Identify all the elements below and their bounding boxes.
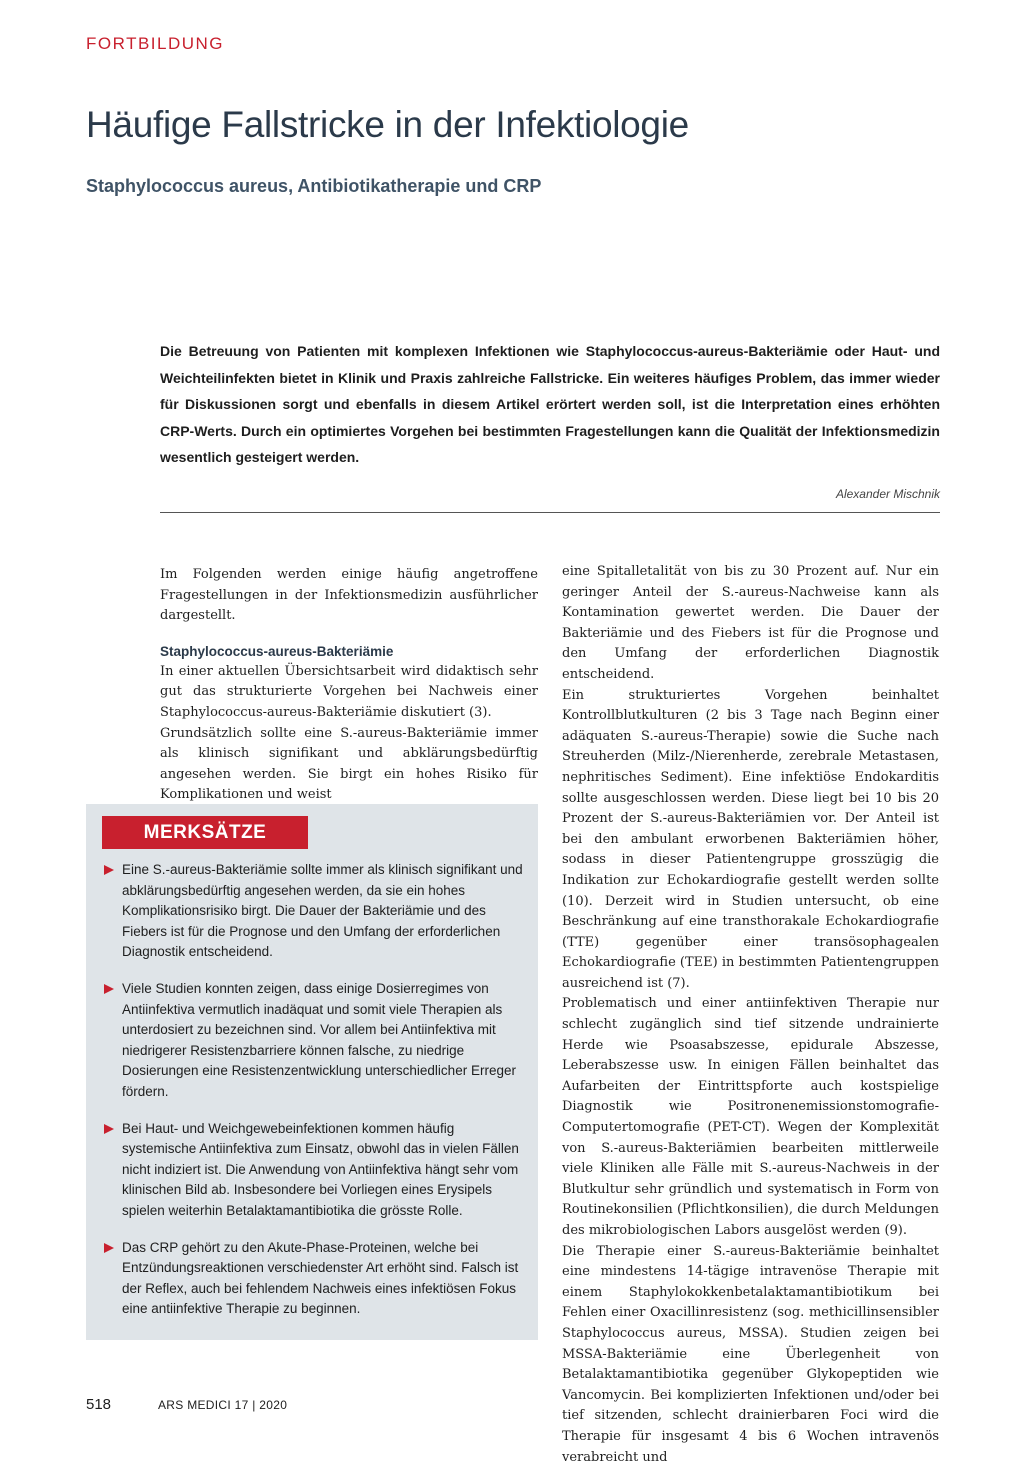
body-paragraph: eine Spitalletalität von bis zu 30 Prozent auf. Nur ein geringer Anteil der S.-aureus-Nachweise kann als Kontamination gewertet werden. Die Dauer der Bakteriämie und des Fiebers ist für die Prognose und den Umfang der erforderlichen Diagnostik entscheidend. [562, 564, 939, 682]
list-item-text: Viele Studien konnten zeigen, dass einige Dosierregimes von Antiinfektiva vermutlich inadäquat und somit viele Therapien als unterdosiert zu bezeichnen sind. Vor allem bei Antiinfektiva mit niedrigerer Resistenzbarriere können falsche, zu niedrige Dosierungen eine Resistenzentwicklung unterschiedlicher Erreger fördern. [122, 980, 516, 1099]
section-heading: Staphylococcus-aureus-Bakteriämie [160, 643, 394, 659]
bullet-triangle-icon [104, 865, 114, 875]
list-item-text: Eine S.-aureus-Bakteriämie sollte immer als klinisch signifikant und abklärungsbedürftig angesehen werden, da sie ein hohes Komplikationsrisiko birgt. Die Dauer der Bakteriämie und des Fiebers ist für die Prognose und den Umfang der erforderlichen Diagnostik entscheidend. [122, 862, 523, 960]
merksaetze-label: MERKSÄTZE [102, 816, 308, 849]
section-label: FORTBILDUNG [86, 34, 225, 53]
bullet-triangle-icon [104, 1243, 114, 1253]
list-item [104, 860, 528, 963]
list-item [104, 979, 528, 1103]
article-subtitle: Staphylococcus aureus, Antibiotikatherapie und CRP [86, 176, 542, 196]
journal-issue: ARS MEDICI 17 | 2020 [158, 1398, 288, 1412]
list-item [104, 1119, 528, 1222]
bullet-triangle-icon [104, 1124, 114, 1134]
body-paragraph: Grundsätzlich sollte eine S.-aureus-Bakteriämie immer als klinisch signifikant und abklärungsbedürftig angesehen werden. Sie birgt ein hohes Risiko für Komplikationen und weist [160, 725, 538, 803]
bullet-triangle-icon [104, 984, 114, 994]
divider [160, 512, 940, 513]
body-paragraph: Die Therapie einer S.-aureus-Bakteriämie beinhaltet eine mindestens 14-tägige intravenöse Therapie mit einem Staphylokokkenbetalaktamantibiotikum bei Fehlen einer Oxacillinresistenz (sog. methicillinsensibler Staphylococcus aureus, MSSA). Studien zeigen bei MSSA-Bakteriämie eine Überlegenheit von Betalaktamantibiotika gegenüber Glykopeptiden wie Vancomycin. Bei komplizierten Infektionen und/oder bei tief sitzenden, schlecht drainierbaren Foci wird die Therapie für insgesamt 4 bis 6 Wochen intravenös verabreicht und [562, 1243, 939, 1465]
list-item-text: Bei Haut- und Weichgewebeinfektionen kommen häufig systemische Antiinfektiva zum Einsatz, obwohl das in vielen Fällen nicht indiziert ist. Die Anwendung von Antiinfektiva hängt sehr vom klinischen Bild ab. Insbesondere bei Vorliegen eines Erysipels spielen weiterhin Betalaktamantibiotika die grösste Rolle. [122, 1120, 519, 1218]
body-paragraph: Ein strukturiertes Vorgehen beinhaltet Kontrollblutkulturen (2 bis 3 Tage nach Beginn einer adäquaten S.-aureus-Therapie) sowie die Suche nach Streuherden (Milz-/Nierenherde, zerebrale Metastasen, nephritisches Sediment). Eine infektiöse Endokarditis sollte ausgeschlossen werden. Diese liegt bei 10 bis 20 Prozent der S.-aureus-Bakteriämien vor. Der Anteil ist bei den ambulant erworbenen Bakteriämien höher, sodass in dieser Patientengruppe grosszügig die Indikation zur Echokardiografie gestellt werden sollte (10). Derzeit wird in Studien untersucht, ob eine Beschränkung auf eine transthorakale Echokardiografie (TTE) gegenüber einer transösophagealen Echokardiografie (TEE) in bestimmten Patientengruppen ausreichend ist (7). [562, 687, 939, 991]
article-title: Häufige Fallstricke in der Infektiologie [86, 104, 689, 145]
intro-paragraph: Im Folgenden werden einige häufig angetroffene Fragestellungen in der Infektionsmedizin ausführlicher dargestellt. [160, 567, 538, 624]
body-paragraph: Problematisch und einer antiinfektiven Therapie nur schlecht zugänglich sind tief sitzende undrainierte Herde wie Psoasabszesse, epidurale Abszesse, Leberabszesse usw. In einigen Fällen beinhaltet das Aufarbeiten der Eintrittspforte auch kostspielige Diagnostik wie Positronenemissionstomografie-Computertomografie (PET-CT). Wegen der Komplexität von S.-aureus-Bakteriämien bearbeiten mittlerweile viele Kliniken alle Fälle mit S.-aureus-Nachweis in der Blutkultur sehr gründlich und systematisch in Form von Routinekonsilien (Pflichtkonsilien), die durch Meldungen des mikrobiologischen Labors ausgelöst werden (9). [562, 996, 939, 1238]
author-name: Alexander Mischnik [835, 487, 940, 501]
merksaetze-list [104, 860, 528, 1336]
page-number: 518 [86, 1396, 112, 1413]
left-column [160, 565, 538, 806]
right-column [562, 562, 939, 1468]
list-item [104, 1238, 528, 1320]
article-lead: Die Betreuung von Patienten mit komplexen Infektionen wie Staphylococcus-aureus-Bakteriämie oder Haut- und Weichteilinfekten bietet in Klinik und Praxis zahlreiche Fallstricke. Ein weiteres häufiges Problem, das immer wieder für Diskussionen sorgt und ebenfalls in diesem Artikel erörtert werden soll, ist die Interpretation eines erhöhten CRP-Werts. Durch ein optimiertes Vorgehen bei bestimmten Fragestellungen kann die Qualität der Infektionsmedizin wesentlich gesteigert werden. [160, 343, 940, 465]
body-paragraph: In einer aktuellen Übersichtsarbeit wird didaktisch sehr gut das strukturierte Vorgehen bei Nachweis einer Staphylococcus-aureus-Bakteriämie diskutiert (3). [160, 663, 538, 720]
list-item-text: Das CRP gehört zu den Akute-Phase-Proteinen, welche bei Entzündungsreaktionen verschiedenster Art erhöht sind. Falsch ist der Reflex, auch bei fehlendem Nachweis eines infektiösen Fokus eine antiinfektive Therapie zu beginnen. [122, 1239, 519, 1317]
